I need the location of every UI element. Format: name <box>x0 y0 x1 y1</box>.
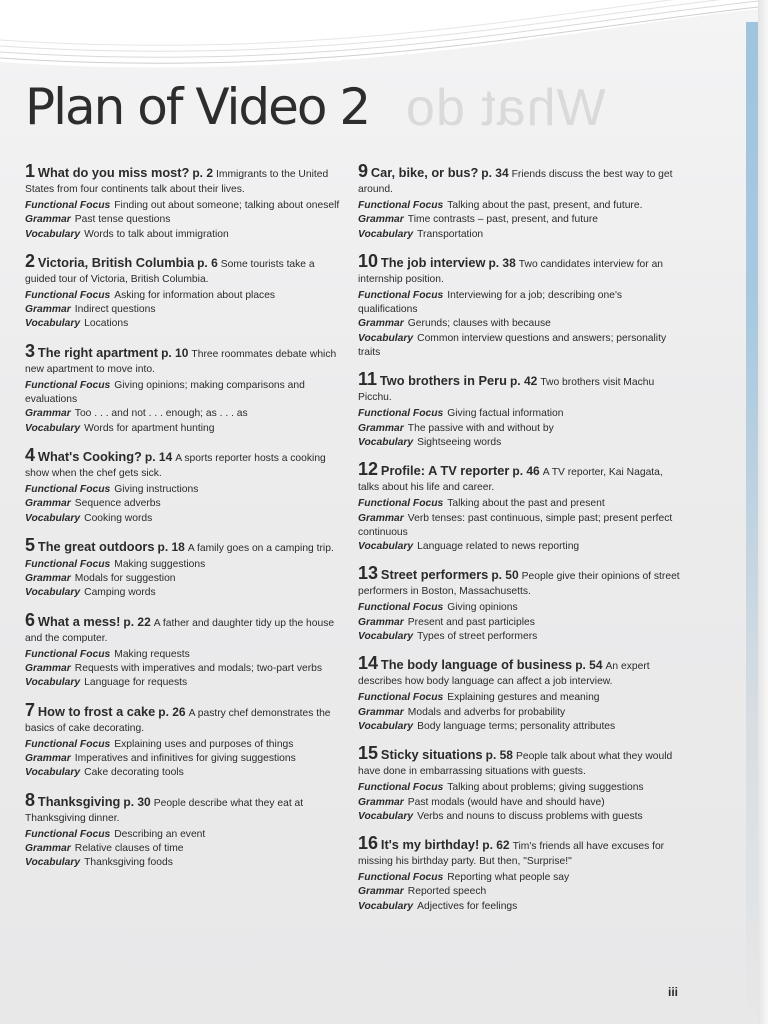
grammar-label: Grammar <box>25 752 71 764</box>
grammar-label: Grammar <box>358 706 404 718</box>
functional-focus-value: Giving opinions; making comparisons and evaluations <box>25 379 305 406</box>
unit-description: A father and daughter tidy up the house and the computer. <box>25 617 335 644</box>
unit-15 <box>358 743 680 824</box>
unit-heading <box>358 250 680 287</box>
unit-heading <box>25 444 347 481</box>
unit-13 <box>358 563 680 644</box>
functional-focus-row <box>358 289 680 318</box>
unit-description: Two candidates interview for an internship position. <box>358 258 664 285</box>
unit-9 <box>358 161 680 242</box>
grammar-value: Relative clauses of time <box>74 842 184 854</box>
grammar-row <box>25 497 347 511</box>
unit-number: 12 <box>358 459 379 480</box>
right-column <box>358 161 680 914</box>
grammar-label: Grammar <box>358 796 404 808</box>
vocabulary-row <box>358 436 680 450</box>
vocabulary-value: Transportation <box>417 228 484 240</box>
grammar-value: Indirect questions <box>74 304 156 316</box>
unit-details <box>358 871 680 914</box>
unit-heading <box>358 653 680 689</box>
left-column <box>25 161 347 870</box>
grammar-value: Reported speech <box>407 886 487 898</box>
vocabulary-label: Vocabulary <box>358 541 414 553</box>
functional-focus-label: Functional Focus <box>358 602 444 614</box>
unit-number: 15 <box>358 743 379 764</box>
vocabulary-label: Vocabulary <box>358 631 414 643</box>
unit-16 <box>358 833 680 914</box>
functional-focus-label: Functional Focus <box>358 872 444 884</box>
unit-number: 3 <box>25 340 36 361</box>
vocabulary-value: Language related to news reporting <box>417 541 580 553</box>
functional-focus-value: Giving opinions <box>447 602 518 614</box>
grammar-label: Grammar <box>358 422 404 434</box>
grammar-value: Imperatives and infinitives for giving suggestions <box>74 752 296 764</box>
functional-focus-value: Talking about the past, present, and future. <box>447 200 643 211</box>
unit-number: 2 <box>25 250 36 271</box>
vocabulary-value: Cooking words <box>84 512 153 524</box>
functional-focus-row <box>25 648 347 662</box>
functional-focus-value: Making suggestions <box>114 558 206 570</box>
unit-page: p. 58 <box>485 748 513 763</box>
unit-details <box>25 199 347 242</box>
vocabulary-row <box>25 422 347 436</box>
functional-focus-value: Giving factual information <box>447 408 564 420</box>
functional-focus-label: Functional Focus <box>25 738 111 750</box>
grammar-row <box>358 213 680 227</box>
unit-details <box>358 691 680 734</box>
unit-number: 13 <box>358 563 379 584</box>
unit-page: p. 54 <box>575 658 603 673</box>
unit-description: Two brothers visit Machu Picchu. <box>358 377 655 404</box>
unit-page: p. 38 <box>488 255 516 270</box>
unit-page: p. 62 <box>482 838 510 853</box>
functional-focus-label: Functional Focus <box>25 379 111 391</box>
functional-focus-label: Functional Focus <box>358 498 444 510</box>
unit-7 <box>25 699 347 781</box>
grammar-value: Past tense questions <box>74 214 171 226</box>
vocabulary-row <box>25 766 347 780</box>
grammar-label: Grammar <box>358 886 404 898</box>
unit-heading <box>358 369 680 405</box>
unit-title: The body language of business <box>380 657 573 673</box>
unit-details <box>25 289 347 332</box>
unit-description: A pastry chef demonstrates the basics of cake decorating. <box>25 707 331 734</box>
unit-heading <box>25 609 347 646</box>
vocabulary-row <box>25 676 347 690</box>
vocabulary-row <box>358 720 680 734</box>
unit-title: Sticky situations <box>380 747 483 763</box>
unit-number: 14 <box>358 653 379 674</box>
unit-number: 8 <box>25 789 36 810</box>
functional-focus-label: Functional Focus <box>25 200 111 211</box>
functional-focus-label: Functional Focus <box>25 558 111 570</box>
vocabulary-label: Vocabulary <box>25 857 81 869</box>
unit-title: The right apartment <box>37 344 159 360</box>
unit-11 <box>358 369 680 450</box>
unit-title: The job interview <box>380 254 486 270</box>
grammar-row <box>358 706 680 720</box>
functional-focus-value: Interviewing for a job; describing one's qualifications <box>358 289 623 316</box>
unit-title: Car, bike, or bus? <box>370 165 479 180</box>
mirrored-background-text: What do <box>405 79 606 137</box>
unit-title: Two brothers in Peru <box>379 373 507 389</box>
unit-description: A family goes on a camping trip. <box>187 542 334 554</box>
grammar-label: Grammar <box>25 304 71 316</box>
unit-heading <box>25 340 347 377</box>
functional-focus-value: Explaining uses and purposes of things <box>114 738 294 750</box>
vocabulary-value: Body language terms; personality attributes <box>417 720 616 732</box>
unit-heading <box>358 833 680 869</box>
grammar-row <box>358 512 680 541</box>
unit-number: 16 <box>358 833 379 854</box>
functional-focus-label: Functional Focus <box>358 289 444 301</box>
grammar-row <box>358 422 680 436</box>
unit-page: p. 50 <box>491 568 519 583</box>
unit-8 <box>25 789 347 871</box>
grammar-label: Grammar <box>25 498 71 510</box>
unit-heading <box>25 161 347 197</box>
unit-14 <box>358 653 680 734</box>
unit-details <box>25 379 347 436</box>
grammar-value: Past modals (would have and should have) <box>407 796 605 808</box>
unit-page: p. 46 <box>512 464 540 479</box>
vocabulary-label: Vocabulary <box>358 810 414 822</box>
vocabulary-row <box>358 228 680 242</box>
unit-page: p. 42 <box>509 374 538 389</box>
vocabulary-label: Vocabulary <box>25 512 81 524</box>
grammar-value: Modals and adverbs for probability <box>407 706 566 718</box>
grammar-row <box>25 303 347 317</box>
functional-focus-value: Asking for information about places <box>114 289 276 301</box>
vocabulary-value: Sightseeing words <box>417 436 502 448</box>
functional-focus-row <box>358 871 680 885</box>
unit-heading <box>358 161 680 197</box>
unit-5 <box>25 534 347 601</box>
functional-focus-row <box>358 781 680 795</box>
unit-title: Profile: A TV reporter <box>380 463 510 479</box>
grammar-value: Present and past participles <box>407 616 535 628</box>
vocabulary-value: Verbs and nouns to discuss problems with guests <box>417 810 643 822</box>
unit-10 <box>358 250 680 360</box>
page-edge-shadow <box>758 0 768 1024</box>
vocabulary-row <box>25 228 347 242</box>
unit-title: It's my birthday! <box>380 837 480 853</box>
grammar-row <box>25 572 347 586</box>
unit-4 <box>25 444 347 526</box>
vocabulary-label: Vocabulary <box>358 436 414 448</box>
functional-focus-row <box>358 407 680 421</box>
unit-details <box>25 648 347 691</box>
unit-number: 6 <box>25 609 36 630</box>
vocabulary-label: Vocabulary <box>25 677 81 689</box>
grammar-row <box>358 796 680 810</box>
unit-details <box>358 781 680 824</box>
unit-description: Tim's friends all have excuses for missing his birthday party. But then, "Surprise!" <box>358 841 665 868</box>
unit-heading <box>358 563 680 599</box>
functional-focus-row <box>358 497 680 511</box>
functional-focus-label: Functional Focus <box>358 692 444 704</box>
grammar-value: Verb tenses: past continuous, simple past; present perfect continuous <box>358 512 673 538</box>
unit-6 <box>25 609 347 691</box>
functional-focus-label: Functional Focus <box>25 648 111 660</box>
functional-focus-value: Giving instructions <box>114 483 199 495</box>
grammar-value: Modals for suggestion <box>74 573 176 585</box>
unit-heading <box>25 534 347 556</box>
unit-number: 11 <box>358 369 378 390</box>
functional-focus-row <box>358 199 680 213</box>
vocabulary-row <box>358 900 680 914</box>
unit-page: p. 22 <box>123 614 151 629</box>
grammar-row <box>358 616 680 630</box>
grammar-value: Time contrasts – past, present, and future <box>407 214 599 226</box>
vocabulary-label: Vocabulary <box>358 228 414 240</box>
unit-number: 1 <box>25 161 36 181</box>
unit-page: p. 18 <box>157 539 185 554</box>
vocabulary-row <box>358 332 680 361</box>
unit-title: Street performers <box>380 567 489 583</box>
functional-focus-row <box>25 379 347 408</box>
vocabulary-label: Vocabulary <box>25 767 81 779</box>
functional-focus-value: Describing an event <box>114 828 206 840</box>
unit-title: How to frost a cake <box>37 703 156 719</box>
functional-focus-label: Functional Focus <box>358 200 444 211</box>
vocabulary-value: Cake decorating tools <box>84 767 184 779</box>
grammar-label: Grammar <box>358 616 404 628</box>
functional-focus-label: Functional Focus <box>25 483 111 495</box>
grammar-label: Grammar <box>358 512 404 524</box>
unit-3 <box>25 340 347 436</box>
grammar-value: Sequence adverbs <box>74 498 161 510</box>
unit-number: 5 <box>25 534 36 555</box>
vocabulary-label: Vocabulary <box>25 318 81 330</box>
functional-focus-value: Finding out about someone; talking about oneself <box>114 200 340 211</box>
functional-focus-value: Talking about problems; giving suggestions <box>447 782 644 794</box>
vocabulary-label: Vocabulary <box>358 900 414 912</box>
unit-page: p. 10 <box>161 345 189 360</box>
unit-details <box>358 497 680 554</box>
unit-title: What a mess! <box>37 613 121 629</box>
unit-heading <box>25 699 347 736</box>
unit-heading <box>358 743 680 779</box>
grammar-row <box>25 752 347 766</box>
grammar-label: Grammar <box>358 318 404 330</box>
grammar-value: Too . . . and not . . . enough; as . . . as <box>74 408 248 420</box>
functional-focus-label: Functional Focus <box>358 408 444 420</box>
unit-title: What do you miss most? <box>37 165 190 180</box>
functional-focus-value: Talking about the past and present <box>447 498 605 510</box>
functional-focus-row <box>25 828 347 842</box>
grammar-row <box>25 213 347 227</box>
vocabulary-row <box>25 586 347 600</box>
unit-page: p. 14 <box>144 449 173 464</box>
vocabulary-row <box>25 512 347 526</box>
unit-1 <box>25 161 347 242</box>
functional-focus-value: Making requests <box>114 648 190 660</box>
grammar-label: Grammar <box>25 214 71 226</box>
functional-focus-row <box>25 483 347 497</box>
functional-focus-value: Explaining gestures and meaning <box>447 692 600 704</box>
vocabulary-value: Words for apartment hunting <box>84 422 215 434</box>
unit-page: p. 26 <box>158 704 186 719</box>
vocabulary-label: Vocabulary <box>358 720 414 732</box>
vocabulary-row <box>358 630 680 644</box>
grammar-label: Grammar <box>25 842 71 854</box>
vocabulary-value: Types of street performers <box>417 631 538 643</box>
grammar-value: Requests with imperatives and modals; two-part verbs <box>74 663 323 675</box>
functional-focus-value: Reporting what people say <box>447 872 570 884</box>
unit-number: 9 <box>358 161 369 181</box>
unit-page: p. 6 <box>197 255 218 270</box>
vocabulary-label: Vocabulary <box>358 332 414 344</box>
grammar-label: Grammar <box>358 214 404 226</box>
unit-title: The great outdoors <box>37 538 155 554</box>
unit-details <box>25 828 347 871</box>
unit-page: p. 2 <box>192 166 214 180</box>
unit-description: Three roommates debate which new apartment to move into. <box>25 348 337 375</box>
unit-heading <box>25 789 347 826</box>
unit-details <box>358 199 680 242</box>
unit-description: Friends discuss the best way to get around. <box>358 169 673 195</box>
unit-description: Some tourists take a guided tour of Victoria, British Columbia. <box>25 258 315 285</box>
functional-focus-row <box>25 738 347 752</box>
unit-2 <box>25 250 347 332</box>
vocabulary-value: Language for requests <box>84 677 188 689</box>
grammar-row <box>25 407 347 421</box>
grammar-row <box>25 842 347 856</box>
functional-focus-label: Functional Focus <box>358 782 444 794</box>
page-number: iii <box>668 985 679 999</box>
unit-page: p. 30 <box>123 794 151 809</box>
grammar-label: Grammar <box>25 663 71 675</box>
vocabulary-label: Vocabulary <box>25 422 81 434</box>
vocabulary-value: Words to talk about immigration <box>84 228 229 240</box>
unit-details <box>358 407 680 450</box>
unit-details <box>25 558 347 601</box>
unit-description: Immigrants to the United States from four continents talk about their lives. <box>25 169 329 195</box>
functional-focus-label: Functional Focus <box>25 289 111 301</box>
functional-focus-row <box>25 289 347 303</box>
vocabulary-row <box>25 856 347 870</box>
grammar-row <box>358 885 680 899</box>
unit-12 <box>358 459 680 554</box>
unit-details <box>25 483 347 526</box>
unit-number: 7 <box>25 699 36 720</box>
vocabulary-label: Vocabulary <box>25 228 81 240</box>
unit-number: 10 <box>358 250 379 271</box>
vocabulary-label: Vocabulary <box>25 587 81 599</box>
vocabulary-value: Common interview questions and answers; personality traits <box>358 332 667 359</box>
unit-description: A sports reporter hosts a cooking show when the chef gets sick. <box>25 452 326 479</box>
unit-details <box>25 738 347 781</box>
unit-description: An expert describes how body language can affect a job interview. <box>358 661 650 688</box>
unit-description: A TV reporter, Kai Nagata, talks about his life and career. <box>358 467 663 494</box>
vocabulary-value: Thanksgiving foods <box>84 857 173 869</box>
functional-focus-label: Functional Focus <box>25 828 111 840</box>
grammar-row <box>358 317 680 331</box>
vocabulary-value: Adjectives for feelings <box>417 900 518 912</box>
grammar-value: Gerunds; clauses with because <box>407 318 551 330</box>
unit-description: People give their opinions of street performers in Boston, Massachusetts. <box>358 571 680 598</box>
unit-title: Thanksgiving <box>37 793 121 809</box>
unit-description: People talk about what they would have done in embarrassing situations with guests. <box>358 751 673 778</box>
functional-focus-row <box>358 601 680 615</box>
vocabulary-row <box>25 317 347 331</box>
functional-focus-row <box>358 691 680 705</box>
functional-focus-row <box>25 558 347 572</box>
vocabulary-row <box>358 810 680 824</box>
page-edge-strip <box>746 22 758 1012</box>
grammar-label: Grammar <box>25 573 71 585</box>
vocabulary-value: Locations <box>84 318 129 330</box>
vocabulary-value: Camping words <box>84 587 156 599</box>
unit-heading <box>358 459 680 495</box>
grammar-value: The passive with and without by <box>407 422 554 434</box>
vocabulary-row <box>358 540 680 554</box>
unit-heading <box>25 250 347 287</box>
unit-title: What's Cooking? <box>37 448 142 464</box>
grammar-row <box>25 662 347 676</box>
unit-description: People describe what they eat at Thanksgiving dinner. <box>25 797 304 824</box>
unit-details <box>358 601 680 644</box>
unit-number: 4 <box>25 444 36 465</box>
unit-page: p. 34 <box>481 166 509 180</box>
unit-title: Victoria, British Columbia <box>37 254 195 270</box>
grammar-label: Grammar <box>25 408 71 420</box>
functional-focus-row <box>25 199 347 213</box>
page-title: Plan of Video 2 <box>25 78 370 136</box>
unit-details <box>358 289 680 360</box>
